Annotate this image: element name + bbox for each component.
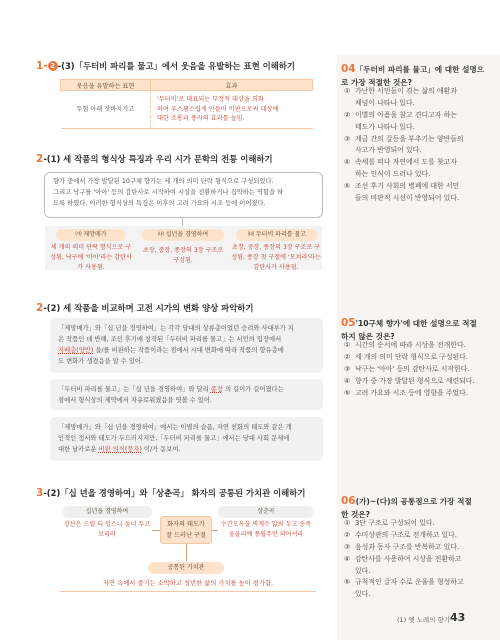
- option-text: 조선 후기 사회의 병폐에 대한 서민 들의 비판적 시선이 반영되어 있다.: [355, 182, 460, 202]
- q4-option-2[interactable]: [344, 110, 496, 134]
- pill-dutobi: ㈐ 두터비 파리를 물고: [236, 229, 318, 241]
- option-marker: ③: [344, 364, 351, 373]
- ten-line-hyangga-description-box: 향가 중에서 가장 발달된 10구체 향가는 세 개의 의미 단락 형식으로 구성되었다. 그리고 낙구를 '아아' 등의 감탄사로 시작하여 시상을 전환하거나 집약하는 역할을 하 도록 하였다. 이러한 형식상의 특징은 이후의 고려 가요와 시조 등에 이어졌다.: [44, 172, 323, 218]
- page-number: 43: [450, 611, 466, 624]
- hdr-sangchungok: 상춘곡: [218, 506, 314, 518]
- q6-option-1[interactable]: [344, 518, 496, 530]
- q4-option-3[interactable]: [344, 134, 496, 158]
- q5-option-4[interactable]: [344, 376, 499, 388]
- option-text: 음성과 동사 구조를 반복하고 있다.: [355, 542, 460, 551]
- option-text: 향가 중 가장 발달된 형식으로 세련되다.: [355, 376, 475, 385]
- left-connector: [152, 530, 160, 531]
- option-text: 3단 구조로 구성되어 있다.: [355, 519, 435, 527]
- hdr-common-values: 공통된 가치관: [148, 562, 224, 574]
- table-header-expression: 웃음을 유발하는 표현: [61, 80, 151, 91]
- down-connector: [186, 544, 187, 561]
- option-marker: ②: [344, 110, 351, 119]
- answer-critical-satire: 비판 의식(풍자): [98, 446, 142, 454]
- speaker-attitude-label: 화자의 태도가 잘 드러난 구절: [160, 516, 212, 544]
- q05-options: [344, 340, 499, 399]
- answer-final-line: 종장: [210, 386, 223, 393]
- q5-option-5[interactable]: [344, 388, 499, 400]
- expression-cell: 두험 아래 잣바지거고: [61, 91, 151, 129]
- option-marker: ⑤: [344, 388, 351, 397]
- option-text: 시간의 순서에 따라 시상을 전개한다.: [355, 341, 466, 349]
- option-marker: ①: [344, 341, 351, 349]
- section-2-2-title: 2-(2) 세 작품을 비교하며 고전 시가의 변화 양상 파악하기: [36, 302, 254, 314]
- q6-option-3[interactable]: [344, 542, 496, 554]
- footer-section-label: (1) 옛 노래의 향기: [397, 616, 451, 624]
- option-text: 규칙적인 글자 수로 운율을 형성하고 있다.: [355, 578, 464, 599]
- q4-option-4[interactable]: [344, 157, 496, 181]
- section-1-title: 1- 2 -(3)「두터비 파리를 물고」에서 웃음을 유발하는 표현 이해하기: [36, 60, 295, 72]
- option-marker: ②: [344, 530, 351, 539]
- option-marker: ②: [344, 352, 351, 361]
- option-text: 이별의 아픔을 참고 견디고자 하는 태도가 나타나 있다.: [355, 110, 457, 131]
- option-marker: ⑤: [344, 578, 351, 587]
- option-marker: ⑤: [344, 182, 351, 190]
- connector-line: [182, 218, 183, 226]
- option-marker: ①: [344, 87, 351, 95]
- option-marker: ①: [344, 519, 351, 527]
- q4-option-1[interactable]: [344, 86, 496, 110]
- q6-option-2[interactable]: [344, 530, 496, 542]
- option-marker: ④: [344, 158, 351, 167]
- section-3-2-title: 3-(2)「십 년을 경영하여」와「상춘곡」 화자의 공통된 가치관 이해하기: [36, 487, 306, 499]
- option-marker: ④: [344, 554, 351, 563]
- q6-option-4[interactable]: [344, 554, 496, 578]
- q06-options: [344, 518, 496, 601]
- section-2-1-title: 2-(1) 세 작품의 형식상 특징과 우리 시가 문학의 전통 이해하기: [36, 153, 273, 165]
- effect-cell: '두터비'로 대표되는 부정적 대상을 희화 하여 우스꽝스럽게 만들어 비판으로써 대상에 대한 조롱과 풍자의 효과를 높임.: [151, 91, 313, 129]
- audience-change-box: 「제망매가」와「십 년을 경영하여」는 각각 당대의 상류층이었던 승려와 사대부가 지 은 작품인 데 반해, 조선 후기에 창작된「두터비 파리를 물고」는 서민의 입장에서 지배층(양반) 을/를 비판하는 작품이라는 점에서 시대 변화에 따라 작품의 향유층에 도 변화가 생겼음을 알 수 있어.: [50, 318, 323, 373]
- q5-option-1[interactable]: [344, 340, 499, 352]
- sangchungok-verse: 수간모옥을 벽계수 앏픠 두고 송죽 울울리예 풍월주인 되어셔라: [220, 521, 312, 538]
- section-1-circle-number: 2: [48, 61, 58, 71]
- q5-option-2[interactable]: [344, 352, 499, 364]
- option-text: 가난한 서민들이 겪는 삶의 애환과 체념이 나타나 있다.: [355, 87, 457, 107]
- q5-option-3[interactable]: [344, 364, 499, 376]
- q06-title: 06(가)~(다)의 공통점으로 가장 적절 한 것은?: [341, 495, 472, 520]
- option-text: 속세를 떠나 자연에서 도를 찾고자 하는 인식이 드러나 있다.: [355, 158, 457, 179]
- option-text: 낙구는 '아아' 등의 감탄사로 시작한다.: [355, 364, 470, 373]
- jemangmaega-feature: 세 개의 의미 단락 형식으로 구성됨, 낙구에 '아아'라는 감탄사가 사용됨.: [50, 244, 132, 271]
- option-text: 고려 가요와 시조 등에 영향을 주었다.: [355, 388, 468, 397]
- q04-options: [344, 86, 496, 205]
- hdr-sipnyeon: 십년을 경영하여: [62, 506, 152, 518]
- q05-title: 05'10구체 향가'에 대한 설명으로 적절 하지 않은 것은?: [341, 317, 477, 342]
- laugh-expression-table: [60, 79, 313, 129]
- sipnyeon-feature: 초장, 중장, 종장의 3장 구조로 구성됨.: [142, 247, 224, 264]
- table-header-effect: 효과: [151, 80, 313, 91]
- pill-sipnyeon: ㈏ 십년을 경영하여: [142, 229, 224, 241]
- sipnyeon-verse: 강산은 드릴 티 업스니 둘너 두고 보리라: [63, 521, 151, 538]
- option-text: 수미상관의 구조로 전개하고 있다.: [355, 530, 457, 539]
- option-text: 계급 간의 갈등을 부추기는 양반들의 사고가 반영되어 있다.: [355, 134, 464, 155]
- q4-option-5[interactable]: [344, 181, 496, 205]
- common-values-answer: 자연 속에서 즐기는 소박하고 청빈한 삶의 가치를 높이 평가함.: [60, 576, 316, 592]
- option-marker: ④: [344, 376, 351, 385]
- dutobi-feature: 초장, 중장, 종장의 3장 구조로 구성됨, 종장 첫 구절에 '모쳐라'라는 감탄사가 사용됨.: [231, 244, 321, 271]
- option-marker: ③: [344, 134, 351, 143]
- option-text: 세 개의 의미 단락 형식으로 구성된다.: [355, 352, 468, 361]
- pill-jemangmaega: ㈎ 제망매가: [56, 229, 126, 241]
- theme-change-box: 「제망매가」와「십 년을 경영하여」에서는 이별의 슬픔, 자연 친화의 태도와 같은 개 인적인 정서와 태도가 두드러지지만,「두터비 파리를 물고」에서는 당대 사회 문제에 대한 날카로운 비판 의식(풍자) 이/가 돋보여.: [50, 417, 323, 461]
- form-change-box: 「두터비 파리를 물고」는「십 년을 경영하여」와 달리 종장 의 길이가 길어졌다는 점에서 형식상의 제약에서 자유로워졌음을 엿볼 수 있어.: [50, 379, 323, 410]
- option-text: 감탄사를 사용하여 시상을 전환하고 있다.: [355, 554, 462, 575]
- q6-option-5[interactable]: [344, 577, 496, 601]
- answer-ruling-class: 지배층(양반): [58, 347, 94, 355]
- q04-title: 04「두터비 파리를 물고」에 대한 설명으 로 가장 적절한 것은?: [341, 63, 485, 88]
- option-marker: ③: [344, 542, 351, 551]
